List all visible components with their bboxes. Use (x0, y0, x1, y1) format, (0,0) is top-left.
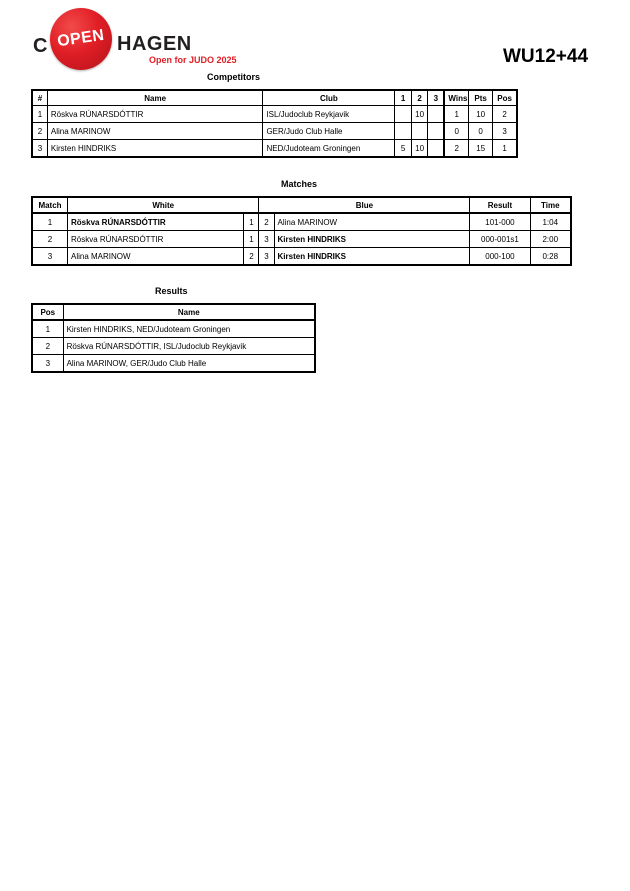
table-row (32, 213, 571, 231)
logo-red-circle (50, 8, 112, 70)
logo-tagline: Open for JUDO 2025 (149, 55, 237, 65)
col-header-club: Club (263, 90, 395, 106)
results-header-row (32, 304, 315, 320)
col-header-pos: Pos (32, 304, 63, 320)
match-time: 1:04 (530, 213, 571, 231)
table-row (32, 355, 315, 373)
match-time: 0:28 (530, 248, 571, 266)
competitor-points: 15 (469, 140, 493, 158)
score-vs-3 (428, 123, 444, 140)
results-title: Results (155, 286, 188, 296)
score-vs-1 (395, 106, 411, 123)
result-position: 2 (32, 338, 63, 355)
col-header-pos: Pos (493, 90, 517, 106)
match-number: 2 (32, 231, 68, 248)
competitor-number: 1 (32, 106, 47, 123)
competitor-position: 3 (493, 123, 517, 140)
matches-header-row (32, 197, 571, 213)
logo-open-text: OPEN (56, 26, 106, 51)
col-header-num: # (32, 90, 47, 106)
white-fighter: Alina MARINOW (68, 248, 244, 266)
col-header-result: Result (470, 197, 530, 213)
competitor-name: Alina MARINOW (47, 123, 263, 140)
blue-fighter-number: 3 (259, 231, 274, 248)
result-name: Alina MARINOW, GER/Judo Club Halle (63, 355, 315, 373)
match-time: 2:00 (530, 231, 571, 248)
competitor-wins: 1 (444, 106, 468, 123)
competitor-position: 1 (493, 140, 517, 158)
table-row (32, 320, 315, 338)
match-number: 3 (32, 248, 68, 266)
table-row (32, 248, 571, 266)
blue-fighter: Kirsten HINDRIKS (274, 231, 470, 248)
blue-fighter-number: 2 (259, 213, 274, 231)
logo-hagen-text: HAGEN (117, 33, 192, 55)
table-row (32, 338, 315, 355)
competitor-wins: 2 (444, 140, 468, 158)
col-header-name: Name (63, 304, 315, 320)
competitors-table (31, 89, 518, 158)
competitor-club: NED/Judoteam Groningen (263, 140, 395, 158)
blue-fighter-number: 3 (259, 248, 274, 266)
competitor-name: Röskva RÚNARSDÓTTIR (47, 106, 263, 123)
table-row (32, 231, 571, 248)
score-vs-1 (395, 123, 411, 140)
match-result: 000-001s1 (470, 231, 530, 248)
score-vs-2: 10 (411, 140, 427, 158)
score-vs-3 (428, 106, 444, 123)
col-header-wins: Wins (444, 90, 468, 106)
score-vs-1: 5 (395, 140, 411, 158)
col-header-match: Match (32, 197, 68, 213)
competitor-points: 10 (469, 106, 493, 123)
competitors-title: Competitors (207, 72, 261, 82)
col-header-blue: Blue (259, 197, 470, 213)
result-name: Kirsten HINDRIKS, NED/Judoteam Groningen (63, 320, 315, 338)
col-header-pts: Pts (469, 90, 493, 106)
matches-table (31, 196, 572, 266)
competitors-header-row (32, 90, 517, 106)
result-position: 3 (32, 355, 63, 373)
competitor-wins: 0 (444, 123, 468, 140)
category-title: WU12+44 (503, 46, 589, 67)
table-row (32, 106, 517, 123)
col-header-r2: 2 (411, 90, 427, 106)
col-header-name: Name (47, 90, 263, 106)
match-result: 000-100 (470, 248, 530, 266)
results-table (31, 303, 316, 373)
competitor-club: ISL/Judoclub Reykjavik (263, 106, 395, 123)
result-name: Röskva RÚNARSDÓTTIR, ISL/Judoclub Reykjavik (63, 338, 315, 355)
competitor-club: GER/Judo Club Halle (263, 123, 395, 140)
table-row (32, 123, 517, 140)
competitor-points: 0 (469, 123, 493, 140)
match-number: 1 (32, 213, 68, 231)
competitor-position: 2 (493, 106, 517, 123)
col-header-r3: 3 (428, 90, 444, 106)
matches-title: Matches (281, 179, 318, 189)
competitor-number: 2 (32, 123, 47, 140)
result-position: 1 (32, 320, 63, 338)
blue-fighter: Kirsten HINDRIKS (274, 248, 470, 266)
white-fighter-number: 1 (244, 213, 259, 231)
white-fighter: Röskva RÚNARSDÓTTIR (68, 213, 244, 231)
score-vs-3 (428, 140, 444, 158)
match-result: 101-000 (470, 213, 530, 231)
blue-fighter: Alina MARINOW (274, 213, 470, 231)
col-header-time: Time (530, 197, 571, 213)
competitor-number: 3 (32, 140, 47, 158)
copenhagen-open-logo (33, 8, 237, 72)
white-fighter-number: 2 (244, 248, 259, 266)
table-row (32, 140, 517, 158)
white-fighter-number: 1 (244, 231, 259, 248)
logo-letter-c: C (33, 35, 48, 57)
white-fighter: Röskva RÚNARSDÓTTIR (68, 231, 244, 248)
score-vs-2: 10 (411, 106, 427, 123)
competitor-name: Kirsten HINDRIKS (47, 140, 263, 158)
col-header-white: White (68, 197, 259, 213)
score-vs-2 (411, 123, 427, 140)
col-header-r1: 1 (395, 90, 411, 106)
